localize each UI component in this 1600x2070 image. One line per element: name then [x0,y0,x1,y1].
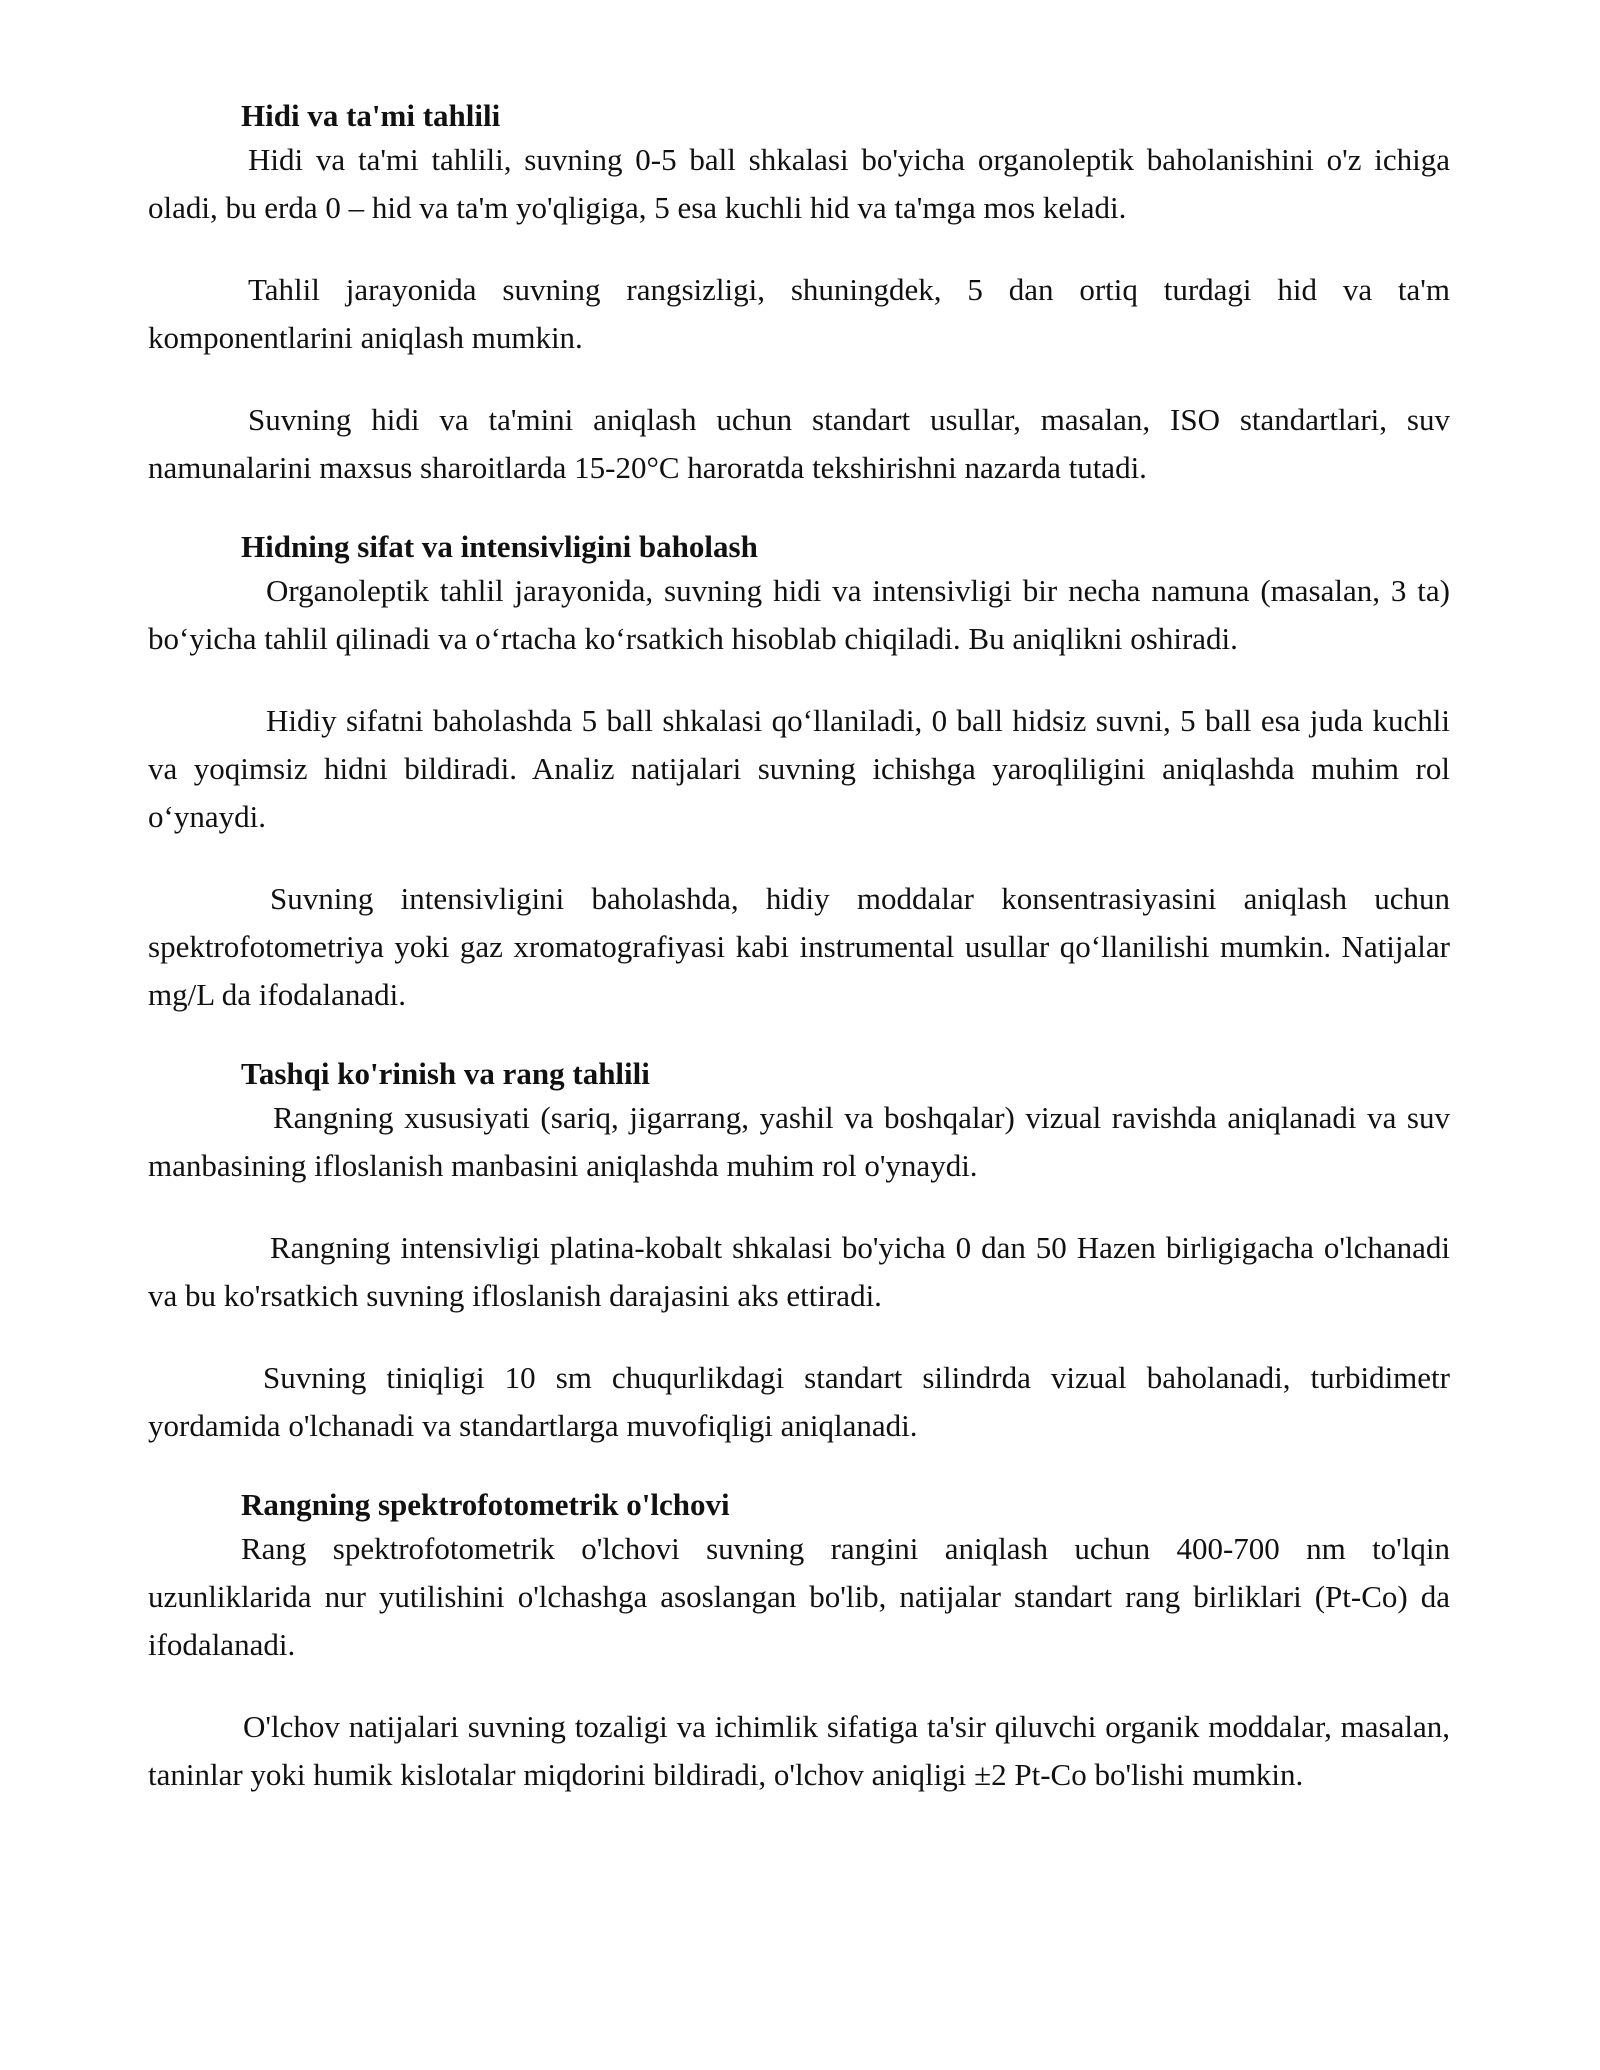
section-heading: Tashqi ko'rinish va rang tahlili [241,1056,650,1091]
section-hidi-va-tami [148,95,1450,492]
document-body [148,95,1450,1833]
paragraph: Suvning tiniqligi 10 sm chuqurlikdagi standart silindrda vizual baholanadi, turbidimetr yordamida o'lchanadi va standartlarga muvofiqligi aniqlanadi. [148,1360,1450,1443]
paragraph: Rangning xususiyati (sariq, jigarrang, yashil va boshqalar) vizual ravishda aniqlanadi va suv manbasining ifloslanish manbasini aniqlashda muhim rol o'ynaydi. [148,1100,1450,1183]
paragraph: Organoleptik tahlil jarayonida, suvning hidi va intensivligi bir necha namuna (masalan, 3 ta) bo‘yicha tahlil qilinadi va o‘rtacha ko‘rsatkich hisoblab chiqiladi. Bu aniqlikni oshiradi. [148,573,1450,656]
paragraph: O'lchov natijalari suvning tozaligi va ichimlik sifatiga ta'sir qiluvchi organik moddalar, masalan, taninlar yoki humik kislotalar miqdorini bildiradi, o'lchov aniqligi ±2 Pt-Co bo'lishi mumkin. [148,1709,1450,1792]
section-heading: Hidning sifat va intensivligini baholash [241,529,758,564]
section-heading: Hidi va ta'mi tahlili [241,98,501,133]
section-heading: Rangning spektrofotometrik o'lchovi [241,1487,730,1522]
paragraph: Hidi va ta'mi tahlili, suvning 0-5 ball shkalasi bo'yicha organoleptik baholanishini o'z ichiga oladi, bu erda 0 – hid va ta'm yo'qligiga, 5 esa kuchli hid va ta'mga mos keladi. [148,142,1450,225]
section-spektrofotometrik [148,1484,1450,1799]
paragraph: Hidiy sifatni baholashda 5 ball shkalasi qo‘llaniladi, 0 ball hidsiz suvni, 5 ball esa juda kuchli va yoqimsiz hidni bildiradi. Analiz natijalari suvning ichishga yaroqliligini aniqlashda muhim rol o‘ynaydi. [148,703,1450,834]
paragraph: Rang spektrofotometrik o'lchovi suvning rangini aniqlash uchun 400-700 nm to'lqin uzunliklarida nur yutilishini o'lchashga asoslangan bo'lib, natijalar standart rang birliklari (Pt-Co) da ifodalanadi. [148,1531,1450,1662]
paragraph: Suvning hidi va ta'mini aniqlash uchun standart usullar, masalan, ISO standartlari, suv namunalarini maxsus sharoitlarda 15-20°C haroratda tekshirishni nazarda tutadi. [148,402,1450,485]
paragraph: Suvning intensivligini baholashda, hidiy moddalar konsentrasiyasini aniqlash uchun spektrofotometriya yoki gaz xromatografiyasi kabi instrumental usullar qo‘llanilishi mumkin. Natijalar mg/L da ifodalanadi. [148,881,1450,1012]
paragraph: Rangning intensivligi platina-kobalt shkalasi bo'yicha 0 dan 50 Hazen birligigacha o'lchanadi va bu ko'rsatkich suvning ifloslanish darajasini aks ettiradi. [148,1230,1450,1313]
section-hidning-sifat [148,526,1450,1019]
paragraph: Tahlil jarayonida suvning rangsizligi, shuningdek, 5 dan ortiq turdagi hid va ta'm komponentlarini aniqlash mumkin. [148,272,1450,355]
section-tashqi-korinish [148,1053,1450,1450]
